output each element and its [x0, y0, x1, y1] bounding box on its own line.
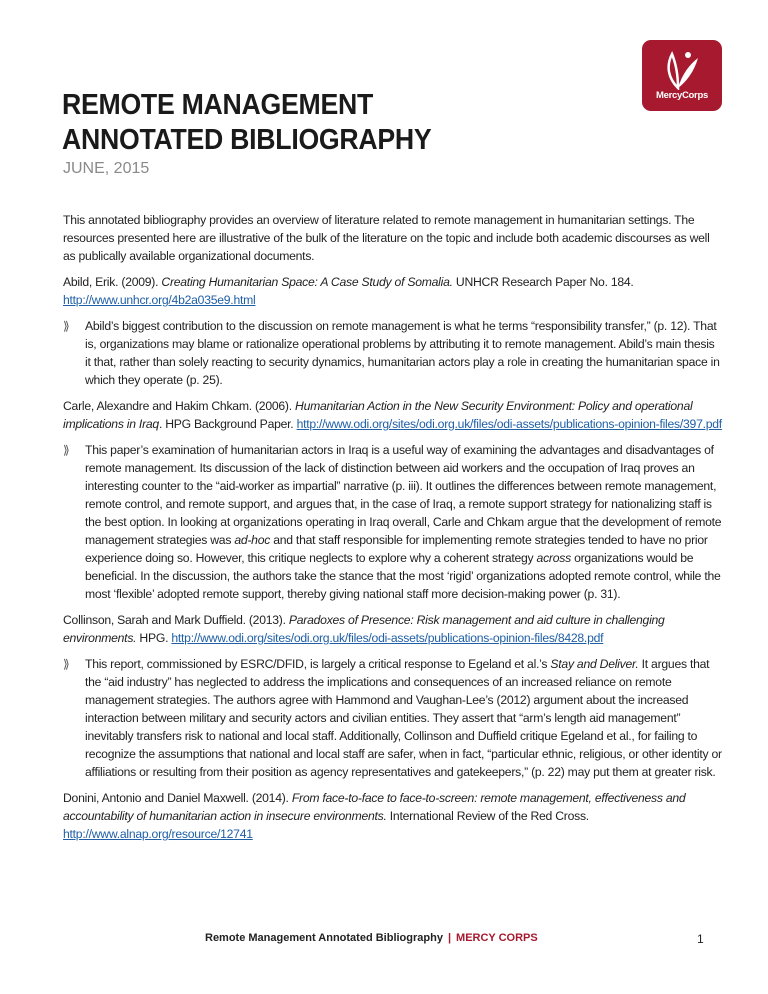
chevron-bullet-icon: ⟫	[63, 443, 70, 457]
leaf-figure-icon	[664, 48, 700, 90]
citation	[63, 611, 723, 647]
logo-text: MercyCorps	[656, 90, 708, 101]
citation-link[interactable]: http://www.odi.org/sites/odi.org.uk/files/odi-assets/publications-opinion-files/397.pdf	[296, 417, 722, 431]
chevron-bullet-icon: ⟫	[63, 319, 70, 333]
citation-title: Creating Humanitarian Space: A Case Study of Somalia.	[161, 275, 453, 289]
title-line: ANNOTATED BIBLIOGRAPHY	[62, 124, 432, 156]
citation-rest: HPG.	[136, 631, 172, 645]
citation-author: Abild, Erik. (2009).	[63, 275, 162, 289]
citation-author: Carle, Alexandre and Hakim Chkam. (2006).	[63, 399, 296, 413]
citation	[63, 397, 723, 433]
intro-paragraph: This annotated bibliography provides an overview of literature related to remote management in humanitarian settings. The resources presented here are illustrative of the bulk of the literature on the topic and include both academic discourses as well as publically available organizational documents.	[63, 213, 710, 263]
citation-link[interactable]: http://www.unhcr.org/4b2a035e9.html	[63, 293, 256, 307]
citation-title: Paradoxes of Presence: Risk management and aid culture in challenging environments.	[63, 613, 665, 645]
annotation-text: organizations would be beneficial. In the discussion, the authors take the stance that the most ‘rigid’ organizations adopted remote control, while the most ‘flexible’ adopted remote support, thereby giving national staff more decision-making power (p. 31).	[85, 551, 721, 601]
footer-title: Remote Management Annotated Bibliography	[205, 932, 443, 944]
citation-rest: UNHCR Research Paper No. 184.	[452, 275, 634, 289]
page-number: 1	[697, 932, 704, 946]
footer-separator: |	[447, 932, 452, 944]
mercy-corps-logo	[642, 40, 722, 111]
annotation-text: Abild’s biggest contribution to the discussion on remote management is what he terms “responsibility transfer,” (p. 12). That is, organizations may blame or rationalize operational problems by attributing it to remote management. Abild’s main thesis it that, rather than solely reacting to security dynamics, humanitarian actors play a role in creating the humanitarian space in which they operate (p. 25).	[85, 319, 720, 387]
citation-link[interactable]: http://www.odi.org/sites/odi.org.uk/files/odi-assets/publications-opinion-files/8428.pdf	[171, 631, 604, 645]
annotation	[63, 441, 723, 603]
chevron-bullet-icon: ⟫	[63, 657, 70, 671]
annotation-text: across	[536, 551, 571, 565]
document-body	[63, 211, 723, 851]
citation	[63, 789, 723, 843]
annotation-text: and that staff responsible for implementing remote strategies tended to have no prior experience doing so. However, this critique neglects to explore why a coherent strategy	[85, 533, 708, 565]
annotation-text: This report, commissioned by ESRC/DFID, is largely a critical response to Egeland et al.’s	[85, 657, 551, 671]
title-line: REMOTE MANAGEMENT	[62, 89, 374, 121]
annotation-text: ad-hoc	[234, 533, 271, 547]
citation-author: Donini, Antonio and Daniel Maxwell. (2014).	[63, 791, 292, 805]
annotation-text: This paper’s examination of humanitarian actors in Iraq is a useful way of examining the advantages and disadvantages of remote management. Its discussion of the lack of distinction between aid workers and the occupation of Iraq proves an interesting counter to the “aid-worker as impartial” narrative (p. iii). It outlines the differences between remote management, remote control, and remote support, and argues that, in the case of Iraq, a remote support strategy for nationalizing staff is the best option. In looking at organizations operating in Iraq overall, Carle and Chkam argue that the development of remote management strategies was	[85, 443, 722, 547]
citation	[63, 273, 723, 309]
annotation	[63, 655, 723, 781]
citation-author: Collinson, Sarah and Mark Duffield. (2013).	[63, 613, 289, 627]
citation-title: Humanitarian Action in the New Security Environment: Policy and operational implications in Iraq	[63, 399, 693, 431]
annotation-text: Stay and Deliver.	[550, 657, 639, 671]
date: JUNE, 2015	[63, 160, 150, 177]
citation-title: From face-to-face to face-to-screen: remote management, effectiveness and accountability of humanitarian action in insecure environments.	[63, 791, 686, 823]
citation-rest: International Review of the Red Cross.	[386, 809, 589, 823]
annotation	[63, 317, 723, 389]
page-title	[62, 88, 431, 158]
citation-rest: . HPG Background Paper.	[158, 417, 297, 431]
citation-link[interactable]: http://www.alnap.org/resource/12741	[63, 827, 253, 841]
footer-org: MERCY CORPS	[456, 932, 538, 944]
annotation-text: It argues that the “aid industry” has neglected to address the implications and consequences of an increased reliance on remote management strategies. The authors agree with Hammond and Vaughan-Lee’s (2012) argument about the increased interaction between military and security actors and civilian entities. They assert that “arm’s length aid management” inevitably transfers risk to national and local staff. Additionally, Collinson and Duffield critique Egeland et al., for failing to recognize the assumptions that national and local staff are safer, when in fact, “particular ethnic, religious, or other identity or affiliations or resulting from their position as agency representatives and gatekeepers,” (p. 22) may put them at greater risk.	[85, 657, 722, 779]
